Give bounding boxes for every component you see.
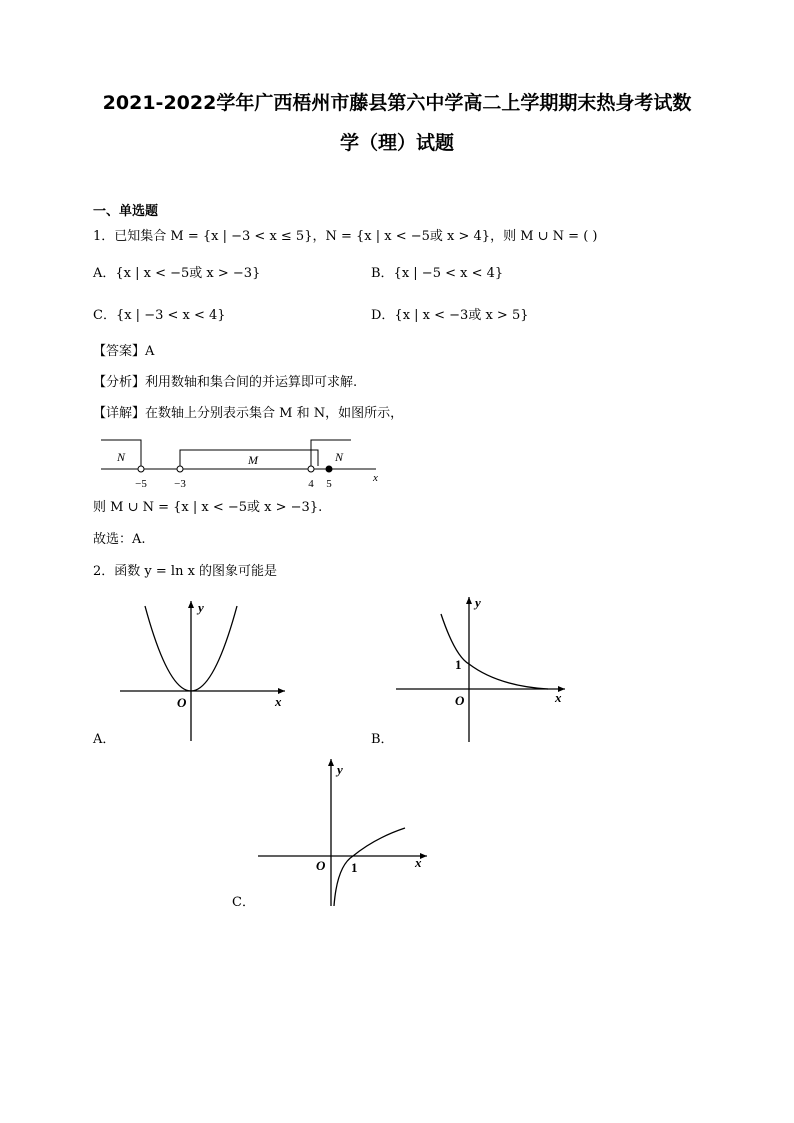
question-1-result: 则 M ∪ N = {x | x < −5或 x > −3}. [93,500,323,515]
numberline-label-n-right: N [334,450,344,464]
question-1-stem: 1．已知集合 M = {x | −3 < x ≤ 5}，N = {x | x < −5或 x > 4}，则 M ∪ N = ( ) [93,229,598,244]
graph-c-one-label: 1 [351,860,358,875]
graph-a-origin: O [177,695,187,710]
numberline-label-m: M [248,453,258,467]
question-2-stem: 2．函数 y = ln x 的图象可能是 [93,564,278,579]
graph-c-origin: O [316,858,326,873]
graph-b-y-label: y [475,595,481,610]
numberline-label-n-left: N [116,450,126,464]
numberline-tick-5: 5 [326,478,332,490]
graph-a-x-label: x [275,694,282,709]
section-heading: 一、单选题 [93,204,159,219]
numberline-axis-label: x [373,472,378,484]
graph-c-x-label: x [415,855,422,870]
question-1-option-b: B．{x | −5 < x < 4} [371,266,504,281]
graph-c-y-label: y [337,762,343,777]
graph-option-a [115,596,295,746]
question-1-option-c: C．{x | −3 < x < 4} [93,308,226,323]
graph-a-y-label: y [198,600,204,615]
numberline-tick-minus5: −5 [135,478,147,490]
page-title-line1: 2021-2022学年广西梧州市藤县第六中学高二上学期期末热身考试数 [102,92,692,114]
page-title-line2: 学（理）试题 [339,132,454,154]
question-1-choice: 故选：A. [93,532,146,547]
graph-b-origin: O [455,693,465,708]
number-line-figure [93,436,393,496]
graph-b-x-label: x [555,690,562,705]
numberline-tick-minus3: −3 [174,478,186,490]
graph-a-option-label: A． [93,732,116,747]
question-1-answer: 【答案】A [93,344,155,359]
question-1-option-d: D．{x | x < −3或 x > 5} [371,308,529,323]
question-1-analysis: 【分析】利用数轴和集合间的并运算即可求解. [93,375,358,390]
question-1-detail: 【详解】在数轴上分别表示集合 M 和 N，如图所示， [93,406,404,421]
graph-b-one-label: 1 [455,657,462,672]
graph-option-b [393,594,573,744]
graph-c-option-label: C． [232,895,255,910]
graph-b-option-label: B． [371,732,394,747]
question-1-option-a: A．{x | x < −5或 x > −3} [93,266,261,281]
graph-option-c [255,754,435,914]
numberline-tick-4: 4 [308,478,314,490]
